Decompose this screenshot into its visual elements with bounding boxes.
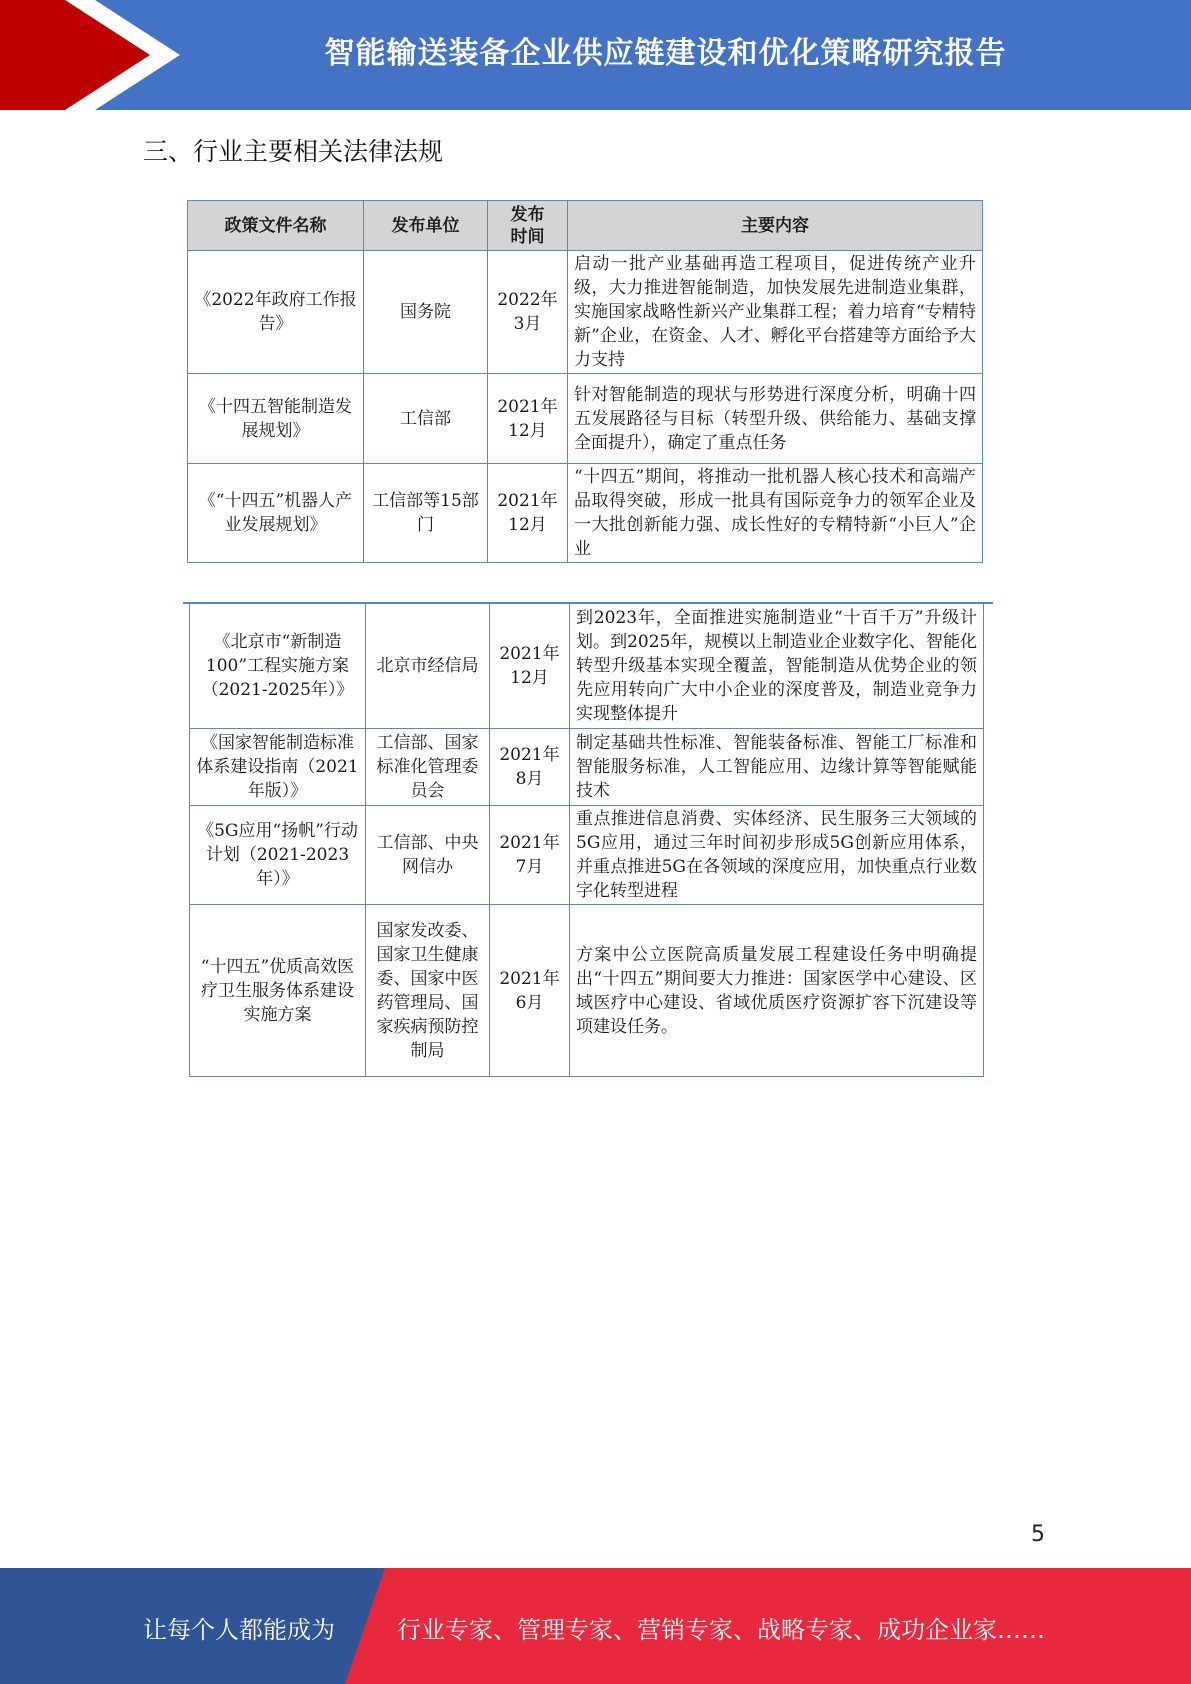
cell-issuer: 北京市经信局 [366, 604, 490, 729]
page-footer [0, 1568, 1191, 1684]
cell-name: 《国家智能制造标准体系建设指南（2021年版）》 [190, 729, 366, 806]
table-header-row [188, 201, 983, 251]
cell-issuer: 国家发改委、国家卫生健康委、国家中医药管理局、国家疾病预防控制局 [366, 905, 490, 1077]
cell-date: 2021年12月 [488, 374, 568, 464]
cell-content: 到2023年，全面推进实施制造业“十百千万”升级计划。到2025年，规模以上制造业企业数字化、智能化转型升级基本实现全覆盖，智能制造从优势企业的领先应用转向广大中小企业的深度普及，制造业竞争力实现整体提升 [570, 604, 984, 729]
cell-issuer: 工信部、国家标准化管理委员会 [366, 729, 490, 806]
table-row [190, 729, 984, 806]
footer-slogan-right: 行业专家、管理专家、营销专家、战略专家、成功企业家…… [397, 1616, 1045, 1644]
cell-content: 重点推进信息消费、实体经济、民生服务三大领域的5G应用，通过三年时间初步形成5G创新应用体系，并重点推进5G在各领域的深度应用，加快重点行业数字化转型进程 [570, 806, 984, 905]
cell-date: 2021年6月 [490, 905, 570, 1077]
cell-issuer: 国务院 [364, 251, 488, 374]
page-header [0, 0, 1191, 110]
cell-content: 针对智能制造的现状与形势进行深度分析，明确十四五发展路径与目标（转型升级、供给能力、基础支撑全面提升），确定了重点任务 [568, 374, 983, 464]
cell-name: “十四五”优质高效医疗卫生服务体系建设实施方案 [190, 905, 366, 1077]
header-date [488, 201, 568, 251]
cell-name: 《十四五智能制造发展规划》 [188, 374, 364, 464]
cell-date: 2022年3月 [488, 251, 568, 374]
table-row [190, 905, 984, 1077]
report-title: 智能输送装备企业供应链建设和优化策略研究报告 [324, 36, 1007, 71]
section-heading: 三、行业主要相关法律法规 [143, 137, 444, 166]
cell-name: 《“十四五”机器人产业发展规划》 [188, 464, 364, 563]
cell-issuer: 工信部、中央网信办 [366, 806, 490, 905]
cell-content: 方案中公立医院高质量发展工程建设任务中明确提出“十四五”期间要大力推进：国家医学中心建设、区域医疗中心建设、省域优质医疗资源扩容下沉建设等项建设任务。 [570, 905, 984, 1077]
footer-slogan-left: 让每个人都能成为 [143, 1616, 335, 1644]
header-name: 政策文件名称 [188, 201, 364, 251]
table-row [188, 464, 983, 563]
page-number: 5 [1031, 1522, 1045, 1547]
policy-table-part1 [187, 200, 983, 563]
cell-issuer: 工信部等15部门 [364, 464, 488, 563]
cell-content: 启动一批产业基础再造工程项目，促进传统产业升级，大力推进智能制造，加快发展先进制造业集群，实施国家战略性新兴产业集群工程；着力培育“专精特新”企业，在资金、人才、孵化平台搭建等方面给予大力支持 [568, 251, 983, 374]
table-row [190, 604, 984, 729]
table-row [188, 251, 983, 374]
table-row [190, 806, 984, 905]
cell-name: 《北京市“新制造100”工程实施方案（2021-2025年）》 [190, 604, 366, 729]
cell-date: 2021年12月 [488, 464, 568, 563]
cell-name: 《5G应用“扬帆”行动计划（2021-2023年）》 [190, 806, 366, 905]
cell-name: 《2022年政府工作报告》 [188, 251, 364, 374]
header-date-line1: 发布 [510, 204, 545, 225]
cell-content: 制定基础共性标准、智能装备标准、智能工厂标准和智能服务标准，人工智能应用、边缘计算等智能赋能技术 [570, 729, 984, 806]
table-row [188, 374, 983, 464]
cell-date: 2021年12月 [490, 604, 570, 729]
cell-content: “十四五”期间，将推动一批机器人核心技术和高端产品取得突破，形成一批具有国际竞争力的领军企业及一大批创新能力强、成长性好的专精特新“小巨人”企业 [568, 464, 983, 563]
header-issuer: 发布单位 [364, 201, 488, 251]
header-content: 主要内容 [568, 201, 983, 251]
cell-date: 2021年7月 [490, 806, 570, 905]
cell-issuer: 工信部 [364, 374, 488, 464]
policy-table-part2 [189, 603, 984, 1077]
header-date-line2: 时间 [510, 226, 545, 247]
cell-date: 2021年8月 [490, 729, 570, 806]
